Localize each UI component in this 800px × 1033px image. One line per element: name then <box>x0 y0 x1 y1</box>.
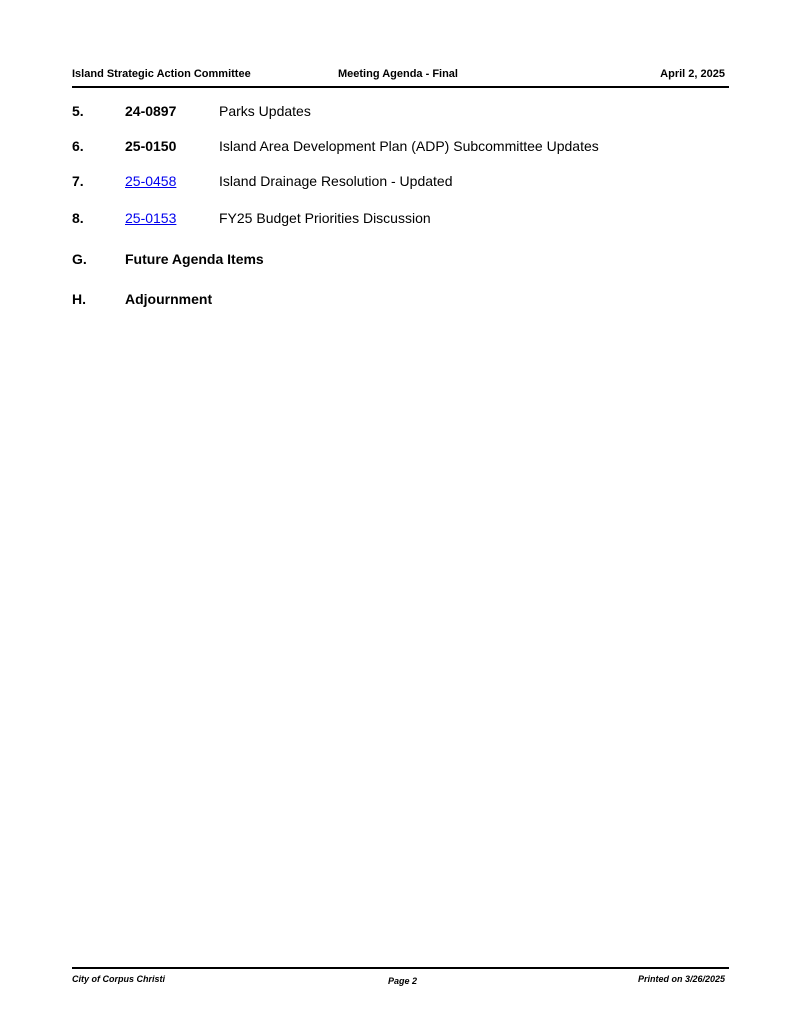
footer-divider <box>72 967 729 969</box>
city-name: City of Corpus Christi <box>72 974 166 984</box>
item-number: 5. <box>72 103 84 119</box>
item-title: Island Drainage Resolution - Updated <box>219 173 453 189</box>
printed-date: Printed on 3/26/2025 <box>637 974 725 984</box>
document-title: Meeting Agenda - Final <box>338 68 458 80</box>
page-number: Page 2 <box>388 976 418 986</box>
section-letter: G. <box>72 251 87 267</box>
item-number: 7. <box>72 173 84 189</box>
item-title: Island Area Development Plan (ADP) Subcommittee Updates <box>219 138 599 154</box>
committee-name: Island Strategic Action Committee <box>72 68 251 80</box>
page-header <box>72 68 728 82</box>
file-id-link[interactable]: 25-0153 <box>125 210 177 226</box>
header-divider <box>72 86 729 88</box>
item-number: 6. <box>72 138 84 154</box>
meeting-date: April 2, 2025 <box>660 68 725 80</box>
item-title: Parks Updates <box>219 103 311 119</box>
section-label: Future Agenda Items <box>125 251 264 267</box>
item-number: 8. <box>72 210 84 226</box>
file-id-link[interactable]: 25-0458 <box>125 173 177 189</box>
section-label: Adjournment <box>125 291 213 307</box>
section-letter: H. <box>72 291 86 307</box>
item-title: FY25 Budget Priorities Discussion <box>219 210 431 226</box>
file-id: 24-0897 <box>125 103 177 119</box>
file-id: 25-0150 <box>125 138 177 154</box>
